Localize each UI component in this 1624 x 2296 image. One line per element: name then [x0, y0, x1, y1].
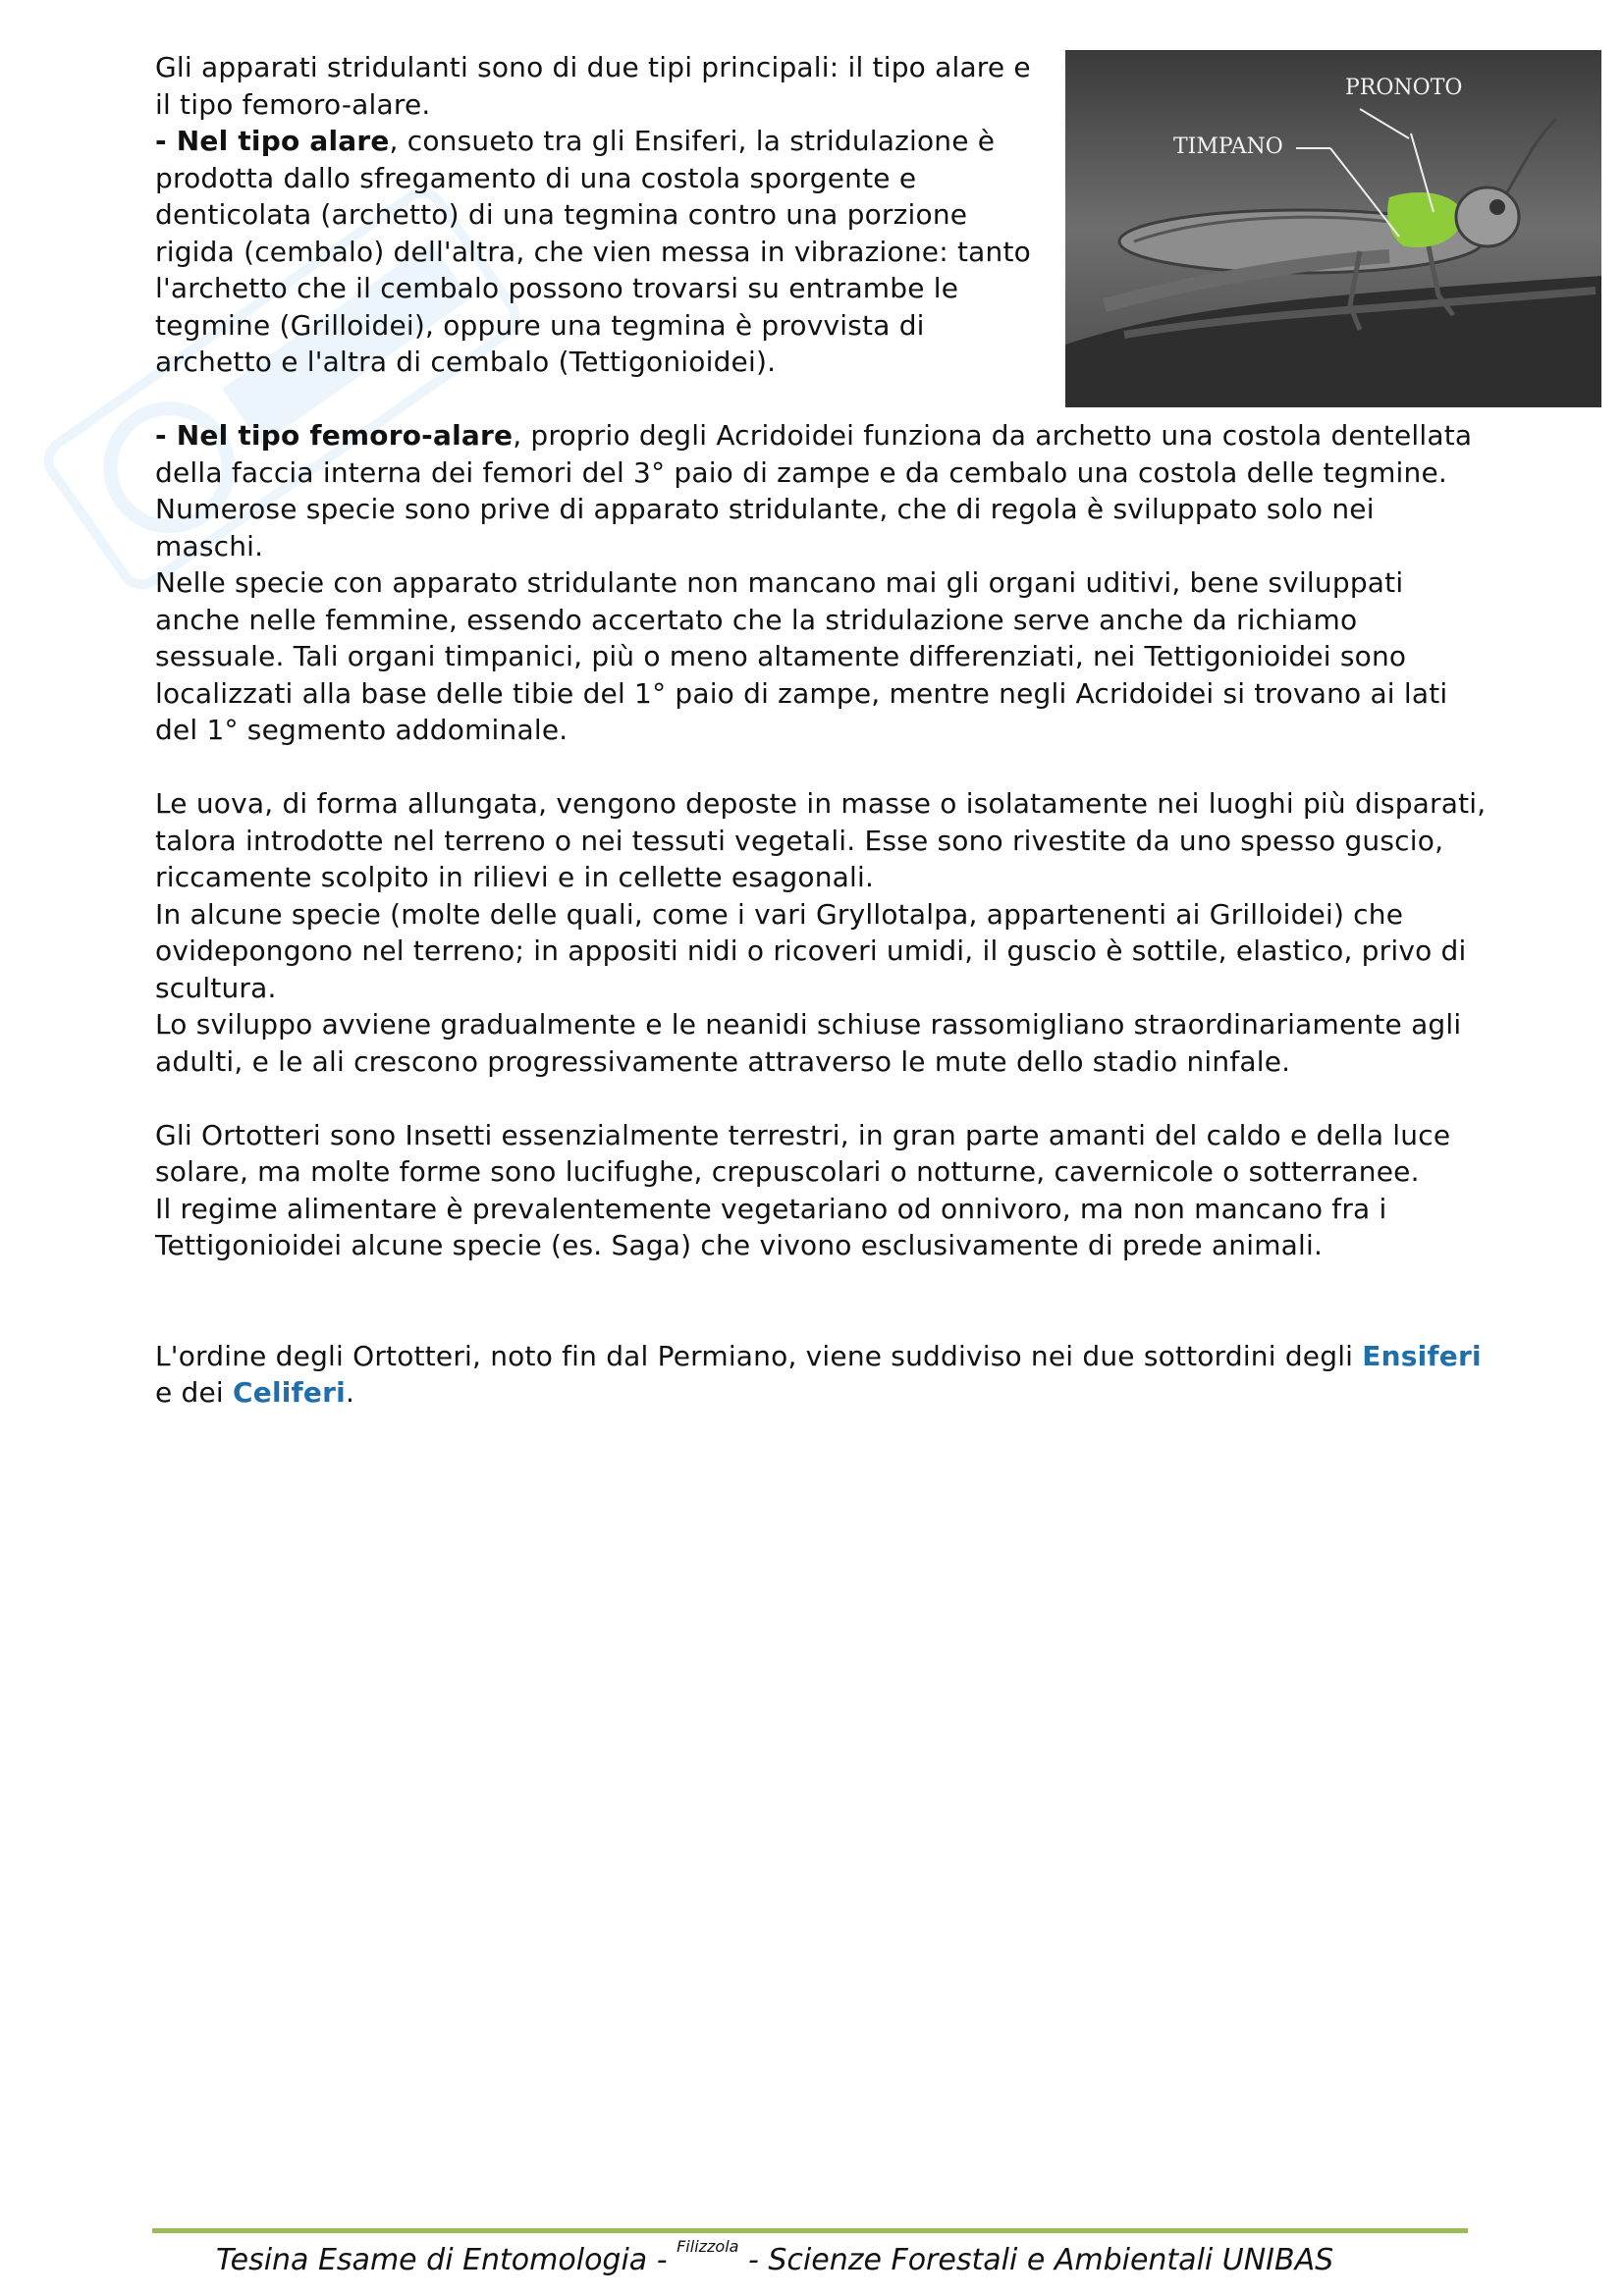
text-e-dei: e dei: [155, 1376, 234, 1409]
heading-tipo-femoro-alare: - Nel tipo femoro-alare: [155, 419, 514, 452]
paragraph-organi-uditivi: Nelle specie con apparato stridulante non mancano mai gli organi uditivi, bene sviluppati anche nelle femmine, essendo accertato che la stridulazione serve anche da richiamo sessuale. Tali organi timpanici, più o meno altamente differenziati, nei Tettigonioidei sono localizzati alla base delle tibie del 1° paio di zampe, mentre negli Acridoidei si trovano ai lati del 1° segmento addominale.: [155, 566, 1448, 746]
paragraph-ordine: [155, 1338, 1490, 1412]
paragraph-uova: Le uova, di forma allungata, vengono deposte in masse o isolatamente nei luoghi più disparati, talora introdotte nel terreno o nei tessuti vegetali. Esse sono rivestite da uno spesso guscio, riccamente scolpito in rilievi e in cellette esagonali.: [155, 787, 1487, 893]
paragraph-gryllotalpa: In alcune specie (molte delle quali, come i vari Gryllotalpa, appartenenti ai Grilloidei) che ovidepongono nel terreno; in appositi nidi o ricoveri umidi, il guscio è sottile, elastico, privo di scultura.: [155, 897, 1467, 1004]
grasshopper-photo: [1065, 50, 1601, 407]
footer-right: - Scienze Forestali e Ambientali UNIBAS: [738, 2243, 1334, 2277]
paragraph-specie-prive: Numerose specie sono prive di apparato stridulante, che di regola è sviluppato solo nei maschi.: [155, 493, 1375, 562]
footer-divider: [152, 2228, 1468, 2233]
paragraph-tipo-femoro-alare: [155, 417, 1490, 491]
heading-tipo-alare: - Nel tipo alare: [155, 125, 390, 157]
text-tipo-alare: , consueto tra gli Ensiferi, la stridulazione è prodotta dallo sfregamento di una costola sporgente e denticolata (archetto) di una tegmina contro una porzione rigida (cembalo) dell'altra, che vien messa in vibrazione: tanto l'archetto che il cembalo possono trovarsi su entrambe le tegmine (Grilloidei), oppure una tegmina è provvista di archetto e l'altra di cembalo (Tettigonioidei).: [155, 125, 1031, 378]
label-timpano: TIMPANO: [1173, 134, 1283, 159]
paragraph-habitat: Gli Ortotteri sono Insetti essenzialmente terrestri, in gran parte amanti del caldo e della luce solare, ma molte forme sono lucifughe, crepuscolari o notturne, cavernicole o sotterranee.: [155, 1118, 1451, 1188]
footer-author: Filizzola: [677, 2237, 739, 2256]
text-ordine: L'ordine degli Ortotteri, noto fin dal Permiano, viene suddiviso nei due sottordini degli: [155, 1339, 1363, 1372]
label-pronoto: PRONOTO: [1345, 76, 1463, 100]
text-tipo-femoro-alare: , proprio degli Acridoidei funziona da archetto una costola dentellata della faccia interna dei femori del 3° paio di zampe e da cembalo una costola delle tegmine.: [155, 419, 1473, 489]
page-footer: [216, 2237, 1492, 2277]
link-ensiferi[interactable]: Ensiferi: [1362, 1339, 1482, 1372]
main-text-block: [155, 417, 1490, 1412]
intro-text-block: [155, 49, 1039, 381]
paragraph-apparati: Gli apparati stridulanti sono di due tipi principali: il tipo alare e il tipo femoro-alare.: [155, 51, 1031, 121]
text-period: .: [345, 1376, 355, 1409]
link-celiferi[interactable]: Celiferi: [233, 1376, 346, 1409]
paragraph-regime-alimentare: Il regime alimentare è prevalentemente vegetariano od onnivoro, ma non mancano fra i Tettigonioidei alcune specie (es. Saga) che vivono esclusivamente di prede animali.: [155, 1192, 1387, 1261]
footer-left: Tesina Esame di Entomologia -: [216, 2243, 677, 2277]
paragraph-sviluppo: Lo sviluppo avviene gradualmente e le neanidi schiuse rassomigliano straordinariamente agli adulti, e le ali crescono progressivamente attraverso le mute dello stadio ninfale.: [155, 1008, 1462, 1078]
paragraph-tipo-alare: [155, 123, 1039, 381]
